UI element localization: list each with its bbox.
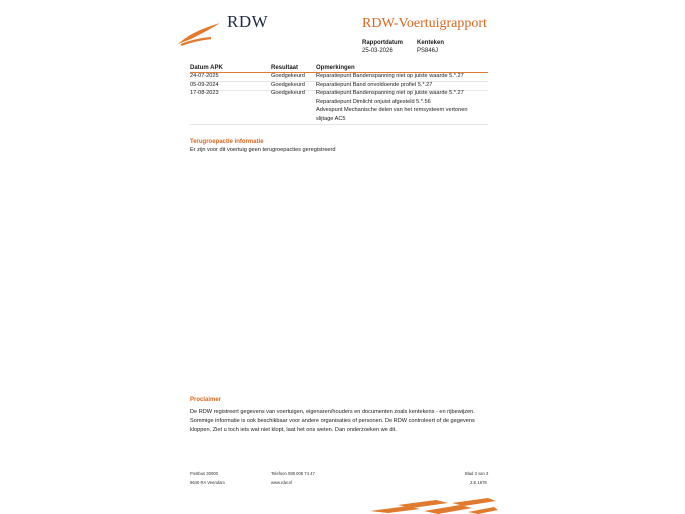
rapportdatum-label: Rapportdatum	[362, 40, 403, 46]
table-row-remark: slijtage AC5	[316, 115, 346, 122]
table-row-remark: Advespunt Mechanische delen van het remsysteem vertonen	[316, 107, 468, 113]
disclaimer-line: kloppen. Ziet u toch iets wat niet klopt, laat het ons weten. Dan onderzoeken we dit.	[190, 427, 397, 433]
table-row-remark: Reparatiepunt Band onvoldoende profiel 5.*.27	[316, 82, 433, 88]
table-row-date: 17-08-2023	[190, 90, 219, 96]
recall-title: Terugroepactie informatie	[190, 139, 264, 145]
column-header-resultaat: Resultaat	[271, 65, 299, 71]
table-row-remark: Reparatiepunt Bandenspanning niet op juiste waarde 5.*.27	[316, 90, 464, 96]
kenteken-value: PS846J	[417, 48, 439, 54]
kenteken-label: Kenteken	[417, 40, 445, 46]
recall-text: Er zijn voor dit voertuig geen terugroepacties geregistreerd	[190, 147, 336, 153]
footer-address: 9640 RA Veendam	[190, 480, 225, 485]
column-header-opmerkingen: Opmerkingen	[316, 65, 355, 71]
table-row-date: 05-09-2024	[190, 82, 219, 88]
rapportdatum-value: 25-03-2026	[362, 48, 393, 54]
table-row-date: 24-07-2025	[190, 73, 219, 79]
row-divider	[190, 124, 488, 125]
disclaimer-line: De RDW registreert gegevens van voertuigen, eigenaren/houders en documenten zoals kentekens - en rijbewijzen.	[190, 409, 475, 415]
table-row-result: Goedgekeurd	[271, 82, 305, 88]
table-row-result: Goedgekeurd	[271, 73, 305, 79]
footer-code: 2.E.1678	[470, 480, 487, 485]
disclaimer-title: Proclaimer	[190, 397, 222, 403]
report-title: RDW-Voertuigrapport	[362, 16, 487, 31]
table-row-remark: Reparatiepunt Bandenspanning niet op juiste waarde 5.*.27	[316, 73, 464, 79]
footer-website: www.rdw.nl	[271, 480, 292, 485]
table-row-remark: Reparatiepunt Dimlicht onjuist afgesteld 5.*.56	[316, 98, 431, 105]
rdw-stripes-decoration-icon	[368, 497, 498, 514]
footer-postbus: Postbus 30000	[190, 471, 218, 476]
footer-page-number: Blad 3 van 3	[465, 471, 489, 476]
table-row-result: Goedgekeurd	[271, 90, 305, 96]
rdw-swoosh-logo-icon	[177, 22, 221, 46]
column-header-datum-apk: Datum APK	[190, 65, 223, 71]
brand-name: RDW	[227, 12, 269, 31]
disclaimer-line: Sommige informatie is ook beschikbaar voor andere organisaties of personen. De RDW controleert of de gegevens	[190, 418, 475, 424]
footer-phone: Telefoon 088 008 74 47	[271, 471, 315, 476]
